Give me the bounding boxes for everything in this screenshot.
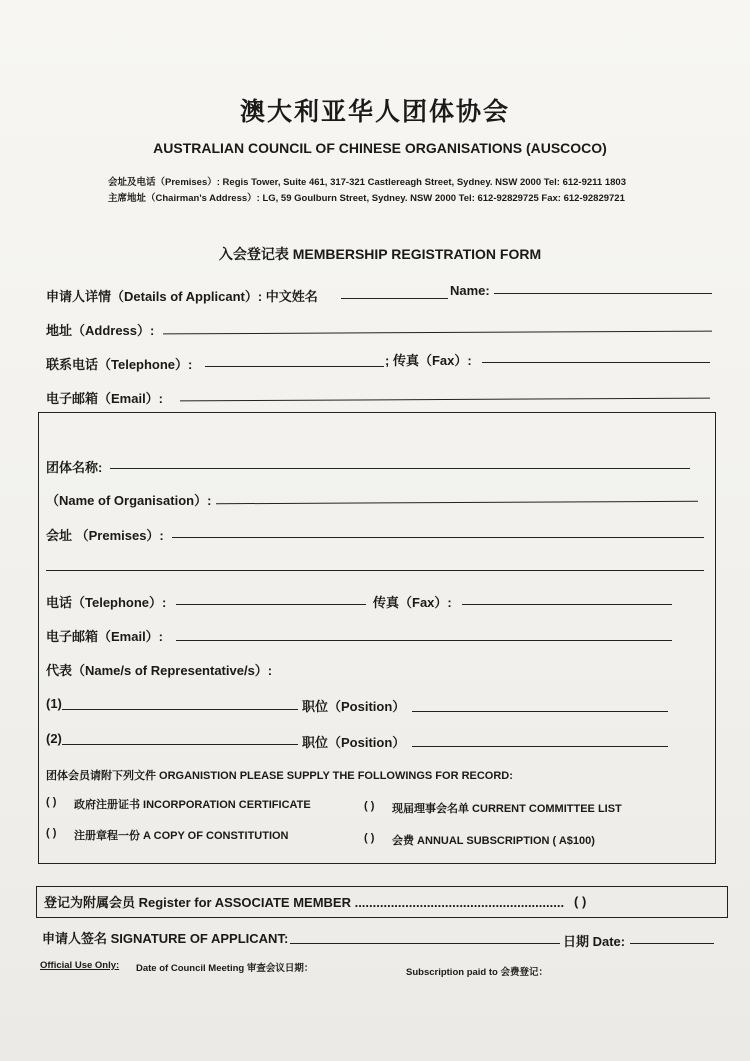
- org-premises-label: 会址 （Premises）:: [46, 528, 164, 543]
- email-field[interactable]: [180, 398, 710, 402]
- rep1-label: (1): [46, 696, 62, 711]
- checkbox-constitution[interactable]: ( ): [46, 827, 57, 839]
- representatives-label: 代表（Name/s of Representative/s）:: [46, 663, 273, 678]
- associate-member-label: 登记为附属会员 Register for ASSOCIATE MEMBER ..........................................................: [44, 895, 565, 910]
- signature-field[interactable]: [290, 943, 560, 944]
- org-fax-field[interactable]: [462, 604, 672, 605]
- rep2-position-label: 职位（Position）: [302, 735, 406, 750]
- subscription-label: 会费 ANNUAL SUBSCRIPTION ( A$100): [392, 835, 595, 847]
- org-premises-field[interactable]: [172, 537, 704, 538]
- premises-address: 会址及电话（Premises）: Regis Tower, Suite 461, 317-321 Castlereagh Street, Sydney. NSW 2000 Tel: 612-9211 1803: [108, 177, 626, 188]
- rep2-name-field[interactable]: [62, 744, 298, 745]
- date-field[interactable]: [630, 943, 714, 944]
- org-premises-field-2[interactable]: [46, 570, 704, 571]
- rep1-position-field[interactable]: [412, 711, 668, 712]
- form-title: 入会登记表 MEMBERSHIP REGISTRATION FORM: [218, 246, 542, 262]
- telephone-label: 联系电话（Telephone）:: [46, 357, 193, 372]
- chinese-name-field[interactable]: [341, 298, 448, 299]
- associate-member-checkbox[interactable]: ( ): [574, 894, 587, 909]
- rep2-label: (2): [46, 731, 62, 746]
- incorporation-certificate-label: 政府注册证书 INCORPORATION CERTIFICATE: [74, 799, 311, 811]
- telephone-field[interactable]: [205, 366, 384, 367]
- address-label: 地址（Address）:: [46, 323, 155, 338]
- chairman-address: 主席地址（Chairman's Address）: LG, 59 Goulburn Street, Sydney. NSW 2000 Tel: 612-92829725 Fax: 612-92829721: [108, 193, 625, 204]
- org-fax-label: 传真（Fax）:: [373, 595, 452, 610]
- checkbox-subscription[interactable]: ( ): [364, 832, 375, 844]
- org-name-label: （Name of Organisation）:: [46, 493, 212, 508]
- name-field[interactable]: [494, 293, 712, 294]
- fax-field[interactable]: [482, 362, 710, 363]
- organisation-title-en: AUSTRALIAN COUNCIL OF CHINESE ORGANISATIONS (AUSCOCO): [153, 140, 607, 156]
- rep1-position-label: 职位（Position）: [302, 699, 406, 714]
- applicant-details-label: 申请人详情（Details of Applicant）: 中文姓名: [46, 289, 318, 304]
- council-meeting-label: Date of Council Meeting 审查会议日期：: [136, 963, 314, 974]
- organisation-title-cn: 澳大利亚华人团体协会: [239, 97, 510, 126]
- checkbox-incorporation[interactable]: ( ): [46, 796, 57, 808]
- org-email-label: 电子邮箱（Email）:: [46, 629, 164, 644]
- group-name-label: 团体名称:: [46, 460, 103, 475]
- date-label: 日期 Date:: [563, 934, 626, 949]
- rep1-name-field[interactable]: [62, 709, 298, 710]
- email-label: 电子邮箱（Email）:: [46, 391, 164, 406]
- name-label: Name:: [450, 283, 490, 298]
- committee-list-label: 现届理事会名单 CURRENT COMMITTEE LIST: [392, 803, 622, 815]
- fax-label: ; 传真（Fax）:: [385, 353, 472, 368]
- org-telephone-label: 电话（Telephone）:: [46, 595, 167, 610]
- rep2-position-field[interactable]: [412, 746, 668, 747]
- group-name-field[interactable]: [110, 468, 690, 469]
- checkbox-committee-list[interactable]: ( ): [364, 800, 375, 812]
- org-telephone-field[interactable]: [176, 604, 366, 605]
- org-email-field[interactable]: [176, 640, 672, 641]
- address-field[interactable]: [163, 331, 712, 335]
- official-use-label: Official Use Only:: [40, 960, 120, 971]
- supply-note: 团体会员请附下列文件 ORGANISTION PLEASE SUPPLY THE FOLLOWINGS FOR RECORD:: [46, 770, 513, 782]
- constitution-label: 注册章程一份 A COPY OF CONSTITUTION: [74, 830, 289, 842]
- signature-label: 申请人签名 SIGNATURE OF APPLICANT:: [42, 931, 289, 946]
- subscription-paid-label: Subscription paid to 会费登记：: [406, 967, 548, 978]
